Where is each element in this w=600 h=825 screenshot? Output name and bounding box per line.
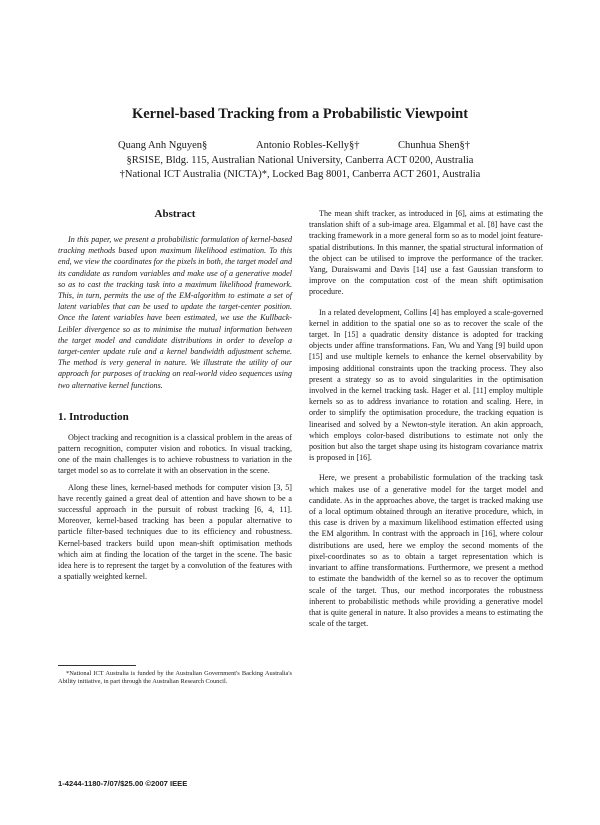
affiliation: †National ICT Australia (NICTA)*, Locked Bag 8001, Canberra ACT 2601, Australia [119, 169, 481, 180]
author-list [118, 140, 498, 154]
footnote [58, 665, 292, 687]
footnote-text: *National ICT Australia is funded by the Australian Government's Backing Australia's Ability initiative, in part through the Australian Research Council. [58, 670, 292, 686]
body-paragraph: Object tracking and recognition is a classical problem in the areas of pattern recognition, computer vision and robotics. In visual tracking, one of the main challenges is to achieve robustness to variation in the target model so as to correlate it with an observation in the scene. [58, 432, 292, 476]
body-paragraph: Here, we present a probabilistic formulation of the tracking task which makes use of a generative model for the target model and candidate. As in the approaches above, the target is tracked making use of a local optimum obtained through an iterative procedure, which, in this case is driven by a maximum likelihood estimation effected using the EM algorithm. In contrast with the approach in [16], where colour distributions are used, here we employ the second moments of the pixel-coordinates so as to obtain a target representation which is invariant to affine transformations. Furthermore, we present a method to estimate the bandwidth of the kernel so as to recover the optimum scale of the target. Thus, our method incorporates the robustness inherent to probabilistic methods while providing a generative model that is quite general in nature. It also provides a means to estimating the scale of the target. [309, 473, 543, 629]
abstract-heading: Abstract [154, 208, 196, 220]
paper-title: Kernel-based Tracking from a Probabilistic Viewpoint [131, 106, 469, 122]
author-name: Antonio Robles-Kelly§† [256, 140, 360, 151]
author-name: Chunhua Shen§† [398, 140, 471, 151]
section-heading: 1. Introduction [58, 410, 129, 423]
author-name: Quang Anh Nguyen§ [118, 140, 208, 151]
left-column [58, 208, 292, 587]
copyright-notice: 1-4244-1180-7/07/$25.00 ©2007 IEEE [58, 779, 188, 788]
right-column [309, 208, 543, 638]
body-paragraph: The mean shift tracker, as introduced in [6], aims at estimating the translation shift of a sub-image area. Elgammal et al. [8] have cast the tracking framework in a more general form so as to model joint feature-spatial distributions. In this manner, the spatial structural information of the object can be utilised to improve the performance of the tracker. Yang, Duraiswami and Davis [14] use a fast Gaussian transform to improve on the computation cost of the mean shift optimisation procedure. [309, 209, 543, 297]
abstract-text: In this paper, we present a probabilistic formulation of kernel-based tracking methods based upon maximum likelihood estimation. To this end, we view the coordinates for the pixels in both, the target model and its candidate as random variables and make use of a generative model so as to cast the tracking task into a maximum likelihood framework. This, in turn, permits the use of the EM-algorithm to estimate a set of latent variables that can be used to update the target-center position. Once the latent variables have been estimated, we use the Kullback-Leibler divergence so as to minimise the mutual information between the target model and candidate distributions in order to develop a target-center update rule and a kernel bandwidth adjustment scheme. The method is very general in nature. We illustrate the utility of our approach for purposes of tracking on real-world video sequences using two alternative kernel functions. [58, 235, 292, 390]
affiliation: §RSISE, Bldg. 115, Australian National University, Canberra ACT 0200, Australia [126, 155, 474, 166]
body-paragraph: Along these lines, kernel-based methods for computer vision [3, 5] have recently gained a great deal of attention and have shown to be a successful approach in the pursuit of robust tracking [6, 4, 11]. Moreover, kernel-based tracking has been a popular alternative to particle filter-based techniques due to its efficiency and robustness. Kernel-based trackers build upon mean-shift optimisation methods which aim at finding the location of the target in the scene. The basic idea here is to represent the target by a convolution of the features with a spatially weighted kernel. [58, 482, 292, 582]
body-paragraph: In a related development, Collins [4] has employed a scale-governed kernel in addition to the spatial one so as to recover the scale of the target. In [15] a quadratic density distance is adopted for tracking objects under affine transformations. Fan, Wu and Yang [9] build upon [15] and use multiple kernels to enhance the kernel observability by imposing additional constraints upon the tracking process. They also present a strategy so as to avoid singularities in the optimisation involved in the kernel tracking task. Hager et al. [11] employ multiple kernels so as to address invariance to rotation and scaling. Here, in order to simplify the optimisation procedure, the tracking equation is linearised and solved by a Newton-style iteration. An akin approach, which employs color-based distributions to estimate not only the position but also the target shape using its histogram covariance matrix is proposed in [16]. [309, 307, 543, 463]
footnote-rule [58, 665, 136, 666]
